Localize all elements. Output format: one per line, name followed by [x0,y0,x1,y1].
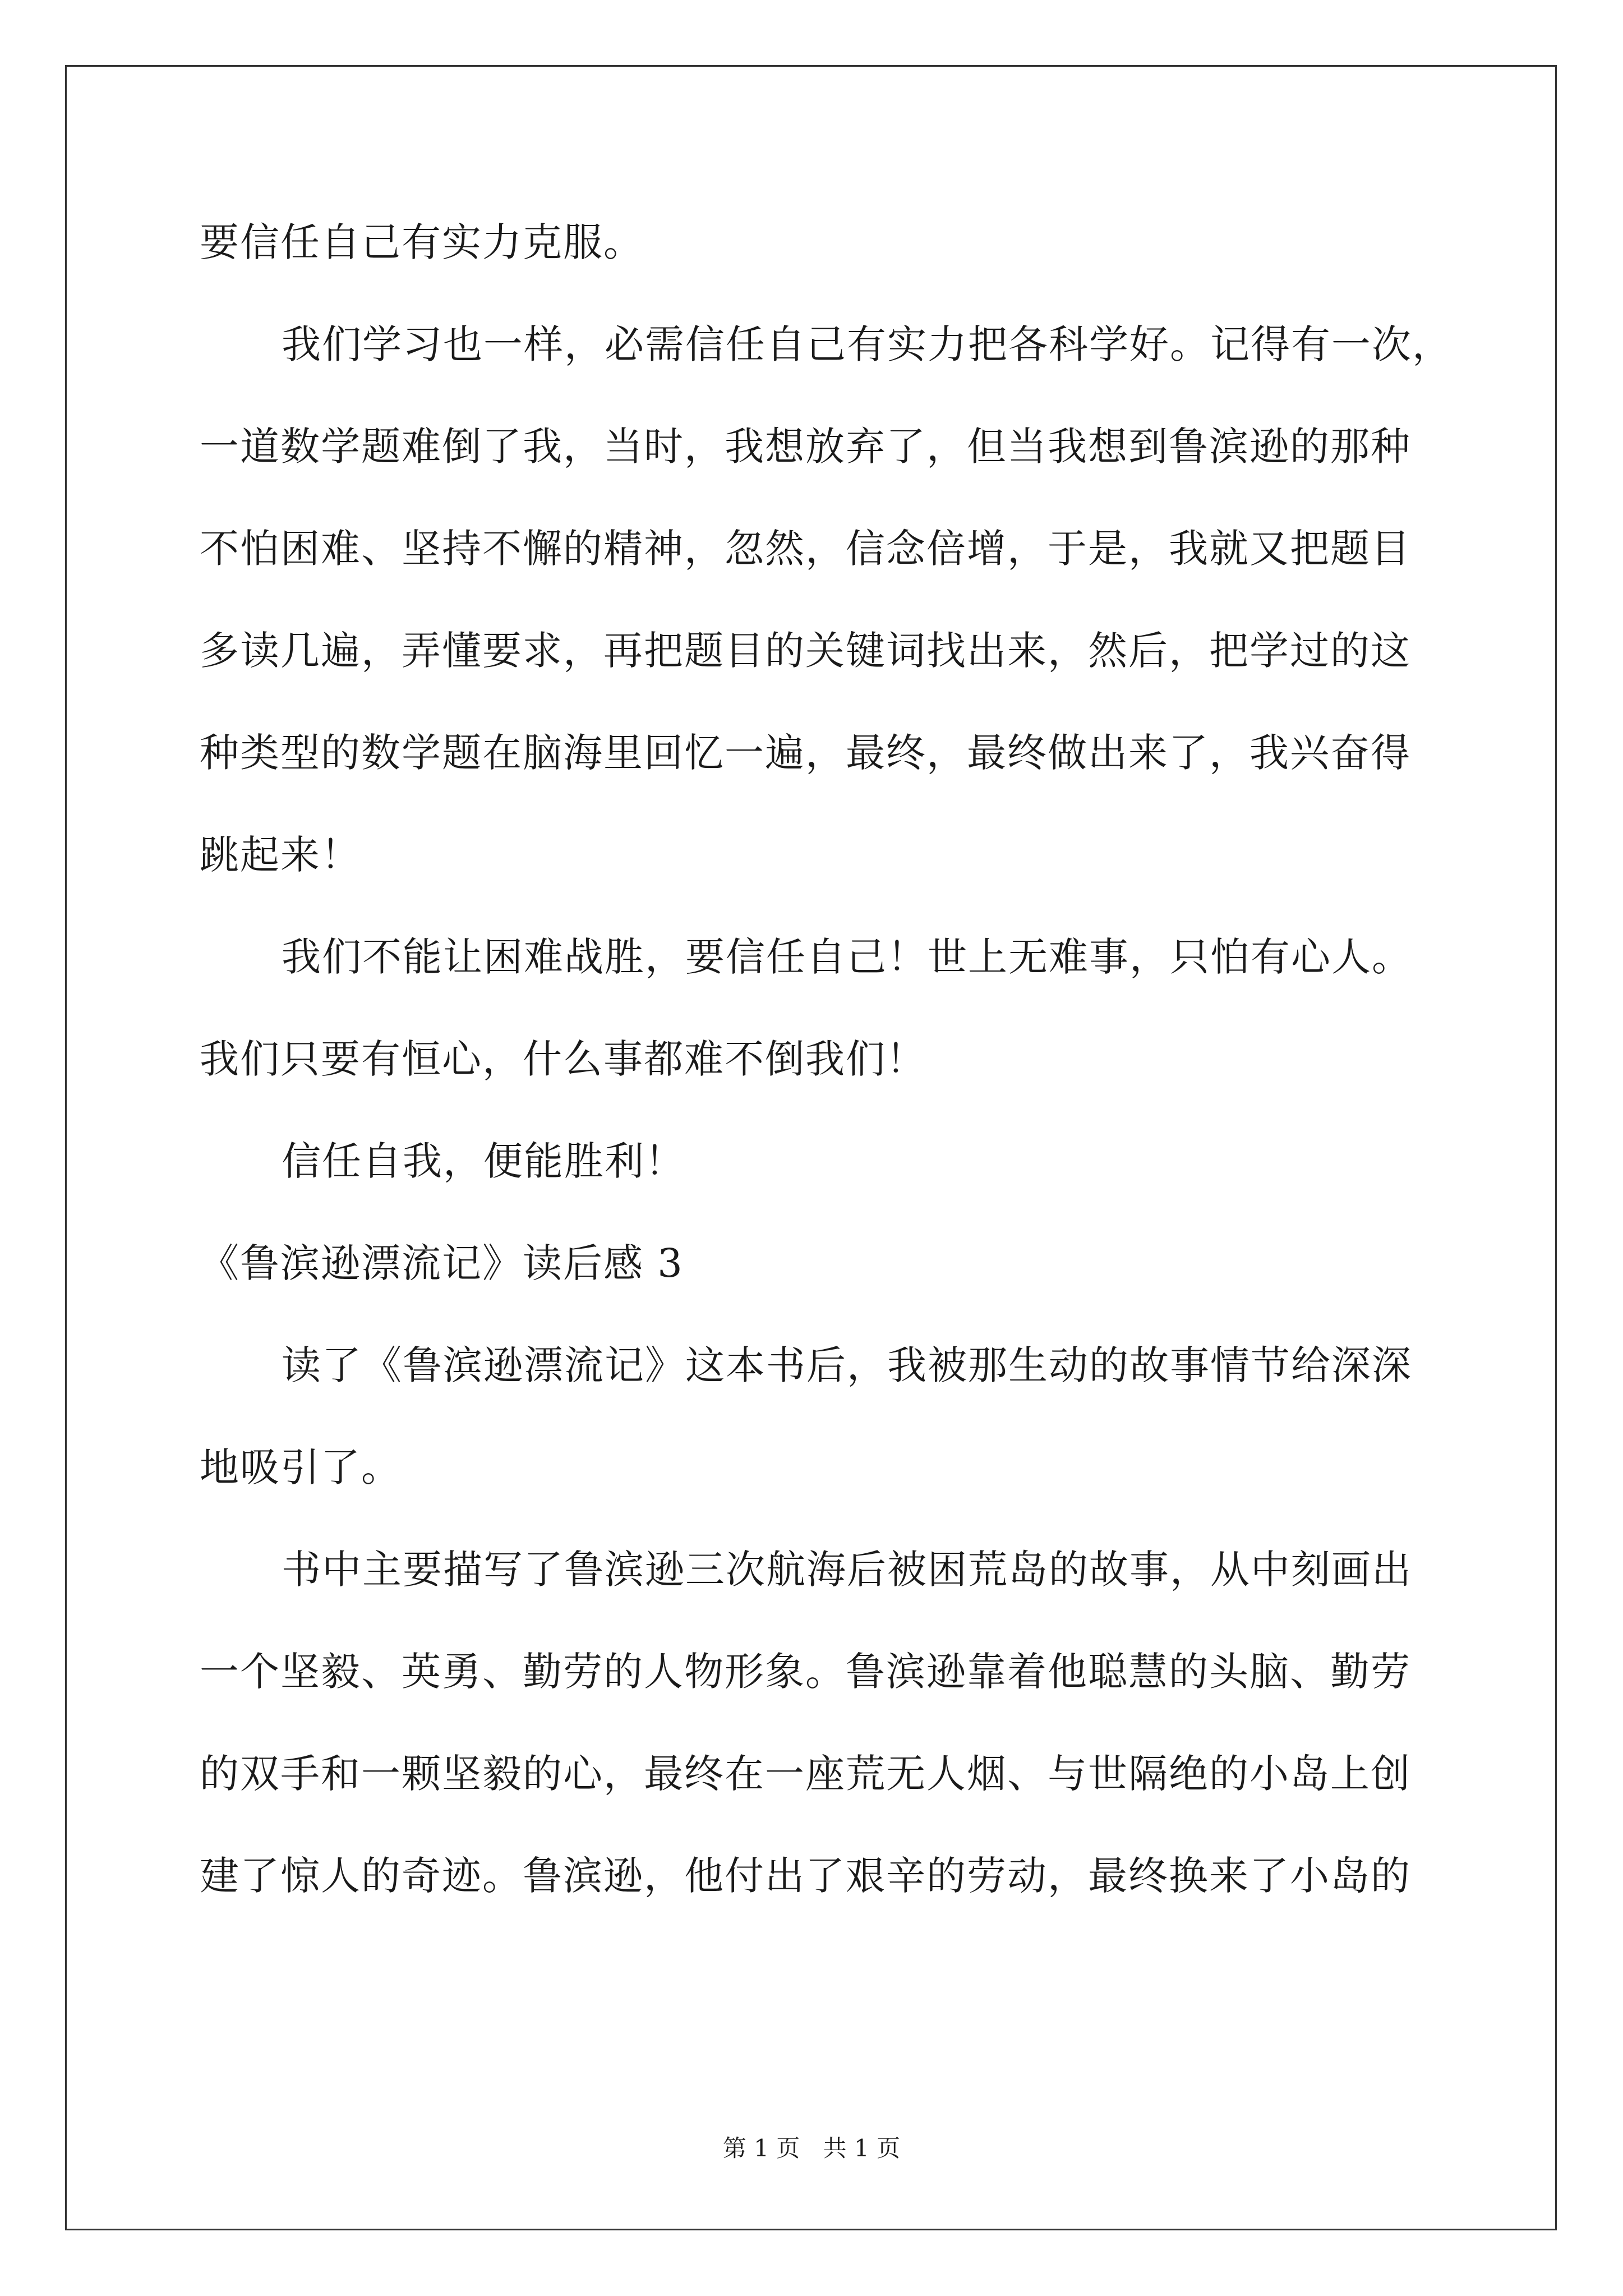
text-line: 的双手和一颗坚毅的心，最终在一座荒无人烟、与世隔绝的小岛上创 [200,1751,1411,1797]
text-line: 不怕困难、坚持不懈的精神，忽然，信念倍增，于是，我就又把题目 [200,526,1411,572]
paragraph-start-line: 书中主要描写了鲁滨逊三次航海后被困荒岛的故事，从中刻画出 [282,1547,1412,1593]
text-line: 多读几遍，弄懂要求，再把题目的关键词找出来，然后，把学过的这 [200,628,1411,674]
text-line: 建了惊人的奇迹。鲁滨逊，他付出了艰辛的劳动，最终换来了小岛的 [200,1853,1411,1899]
text-line: 我们只要有恒心，什么事都难不倒我们！ [200,1036,926,1082]
page-total: 共 1 页 [823,2134,901,2162]
paragraph-start-line: 我们学习也一样，必需信任自己有实力把各科学好。记得有一次， [282,321,1453,367]
paragraph-start-line: 信任自我，便能胜利！ [282,1138,685,1184]
text-line: 一道数学题难倒了我，当时，我想放弃了，但当我想到鲁滨逊的那种 [200,424,1411,470]
paragraph-start-line: 读了《鲁滨逊漂流记》这本书后，我被那生动的故事情节给深深 [282,1342,1412,1388]
paragraph-start-line: 我们不能让困难战胜，要信任自己！世上无难事，只怕有心人。 [282,934,1412,980]
text-line: 种类型的数学题在脑海里回忆一遍，最终，最终做出来了，我兴奋得 [200,730,1411,776]
text-line: 要信任自己有实力克服。 [200,219,644,265]
page-number: 第 1 页 [722,2134,800,2162]
text-line: 地吸引了。 [200,1444,402,1490]
section-heading: 《鲁滨逊漂流记》读后感 3 [200,1240,684,1286]
page-footer [0,2132,1623,2165]
text-line: 一个坚毅、英勇、勤劳的人物形象。鲁滨逊靠着他聪慧的头脑、勤劳 [200,1649,1411,1695]
text-line: 跳起来！ [200,832,361,878]
